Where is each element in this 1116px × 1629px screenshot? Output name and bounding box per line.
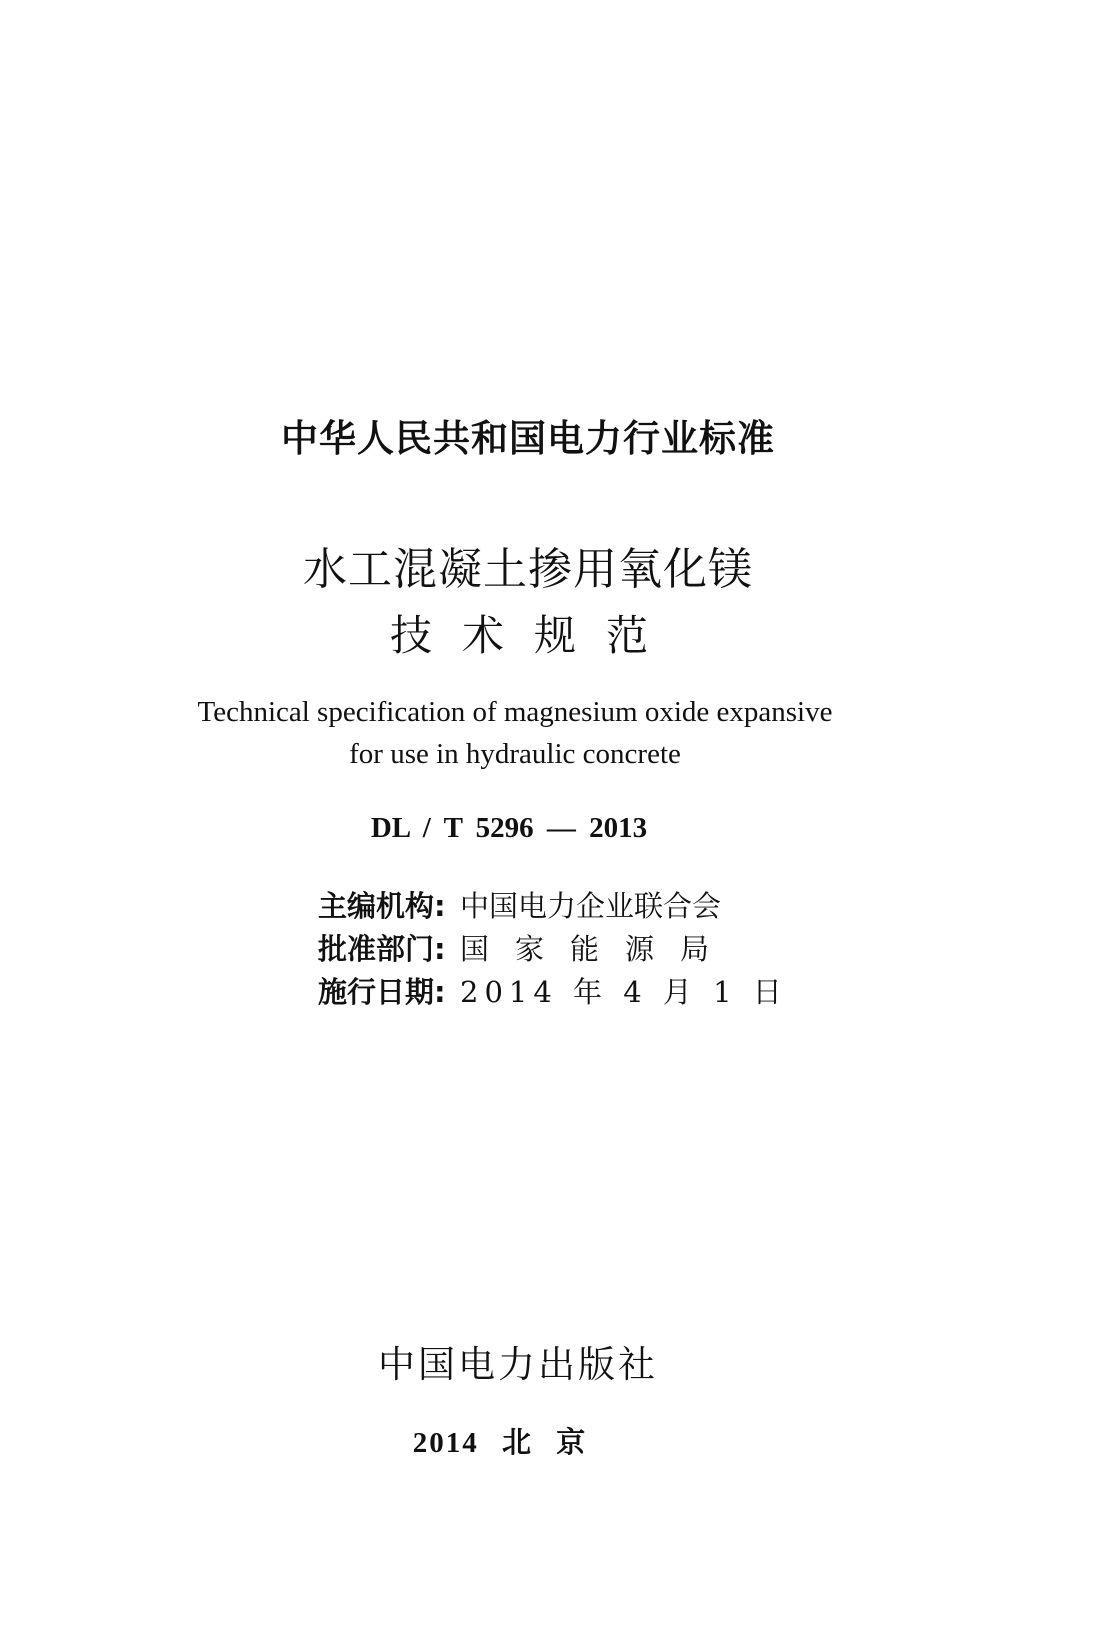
publisher-name: 中国电力出版社: [378, 1343, 658, 1386]
publication-year-place: 2014 北 京: [412, 1427, 588, 1459]
approver-label: 批准部门:: [318, 932, 446, 966]
english-title-line-1: Technical specification of magnesium oxide expansive: [197, 696, 833, 728]
approver-row: [318, 928, 778, 971]
effective-date-value: 2014 年 4 月 1 日: [460, 975, 788, 1009]
english-title-line-2: for use in hydraulic concrete: [349, 738, 681, 770]
editor-value: 中国电力企业联合会: [460, 889, 722, 923]
chinese-title-line-2: 技术规范: [389, 611, 678, 660]
standard-code: DL / T 5296 — 2013: [370, 812, 648, 844]
chinese-title-line-1: 水工混凝土掺用氧化镁: [303, 544, 753, 595]
effective-date-row: [318, 971, 788, 1014]
editor-label: 主编机构:: [318, 889, 446, 923]
approver-value: 国家能源局: [460, 932, 736, 966]
effective-date-label: 施行日期:: [318, 975, 446, 1009]
publication-metadata: [318, 885, 788, 1014]
standard-category: 中华人民共和国电力行业标准: [281, 417, 775, 460]
editor-row: [318, 885, 778, 928]
